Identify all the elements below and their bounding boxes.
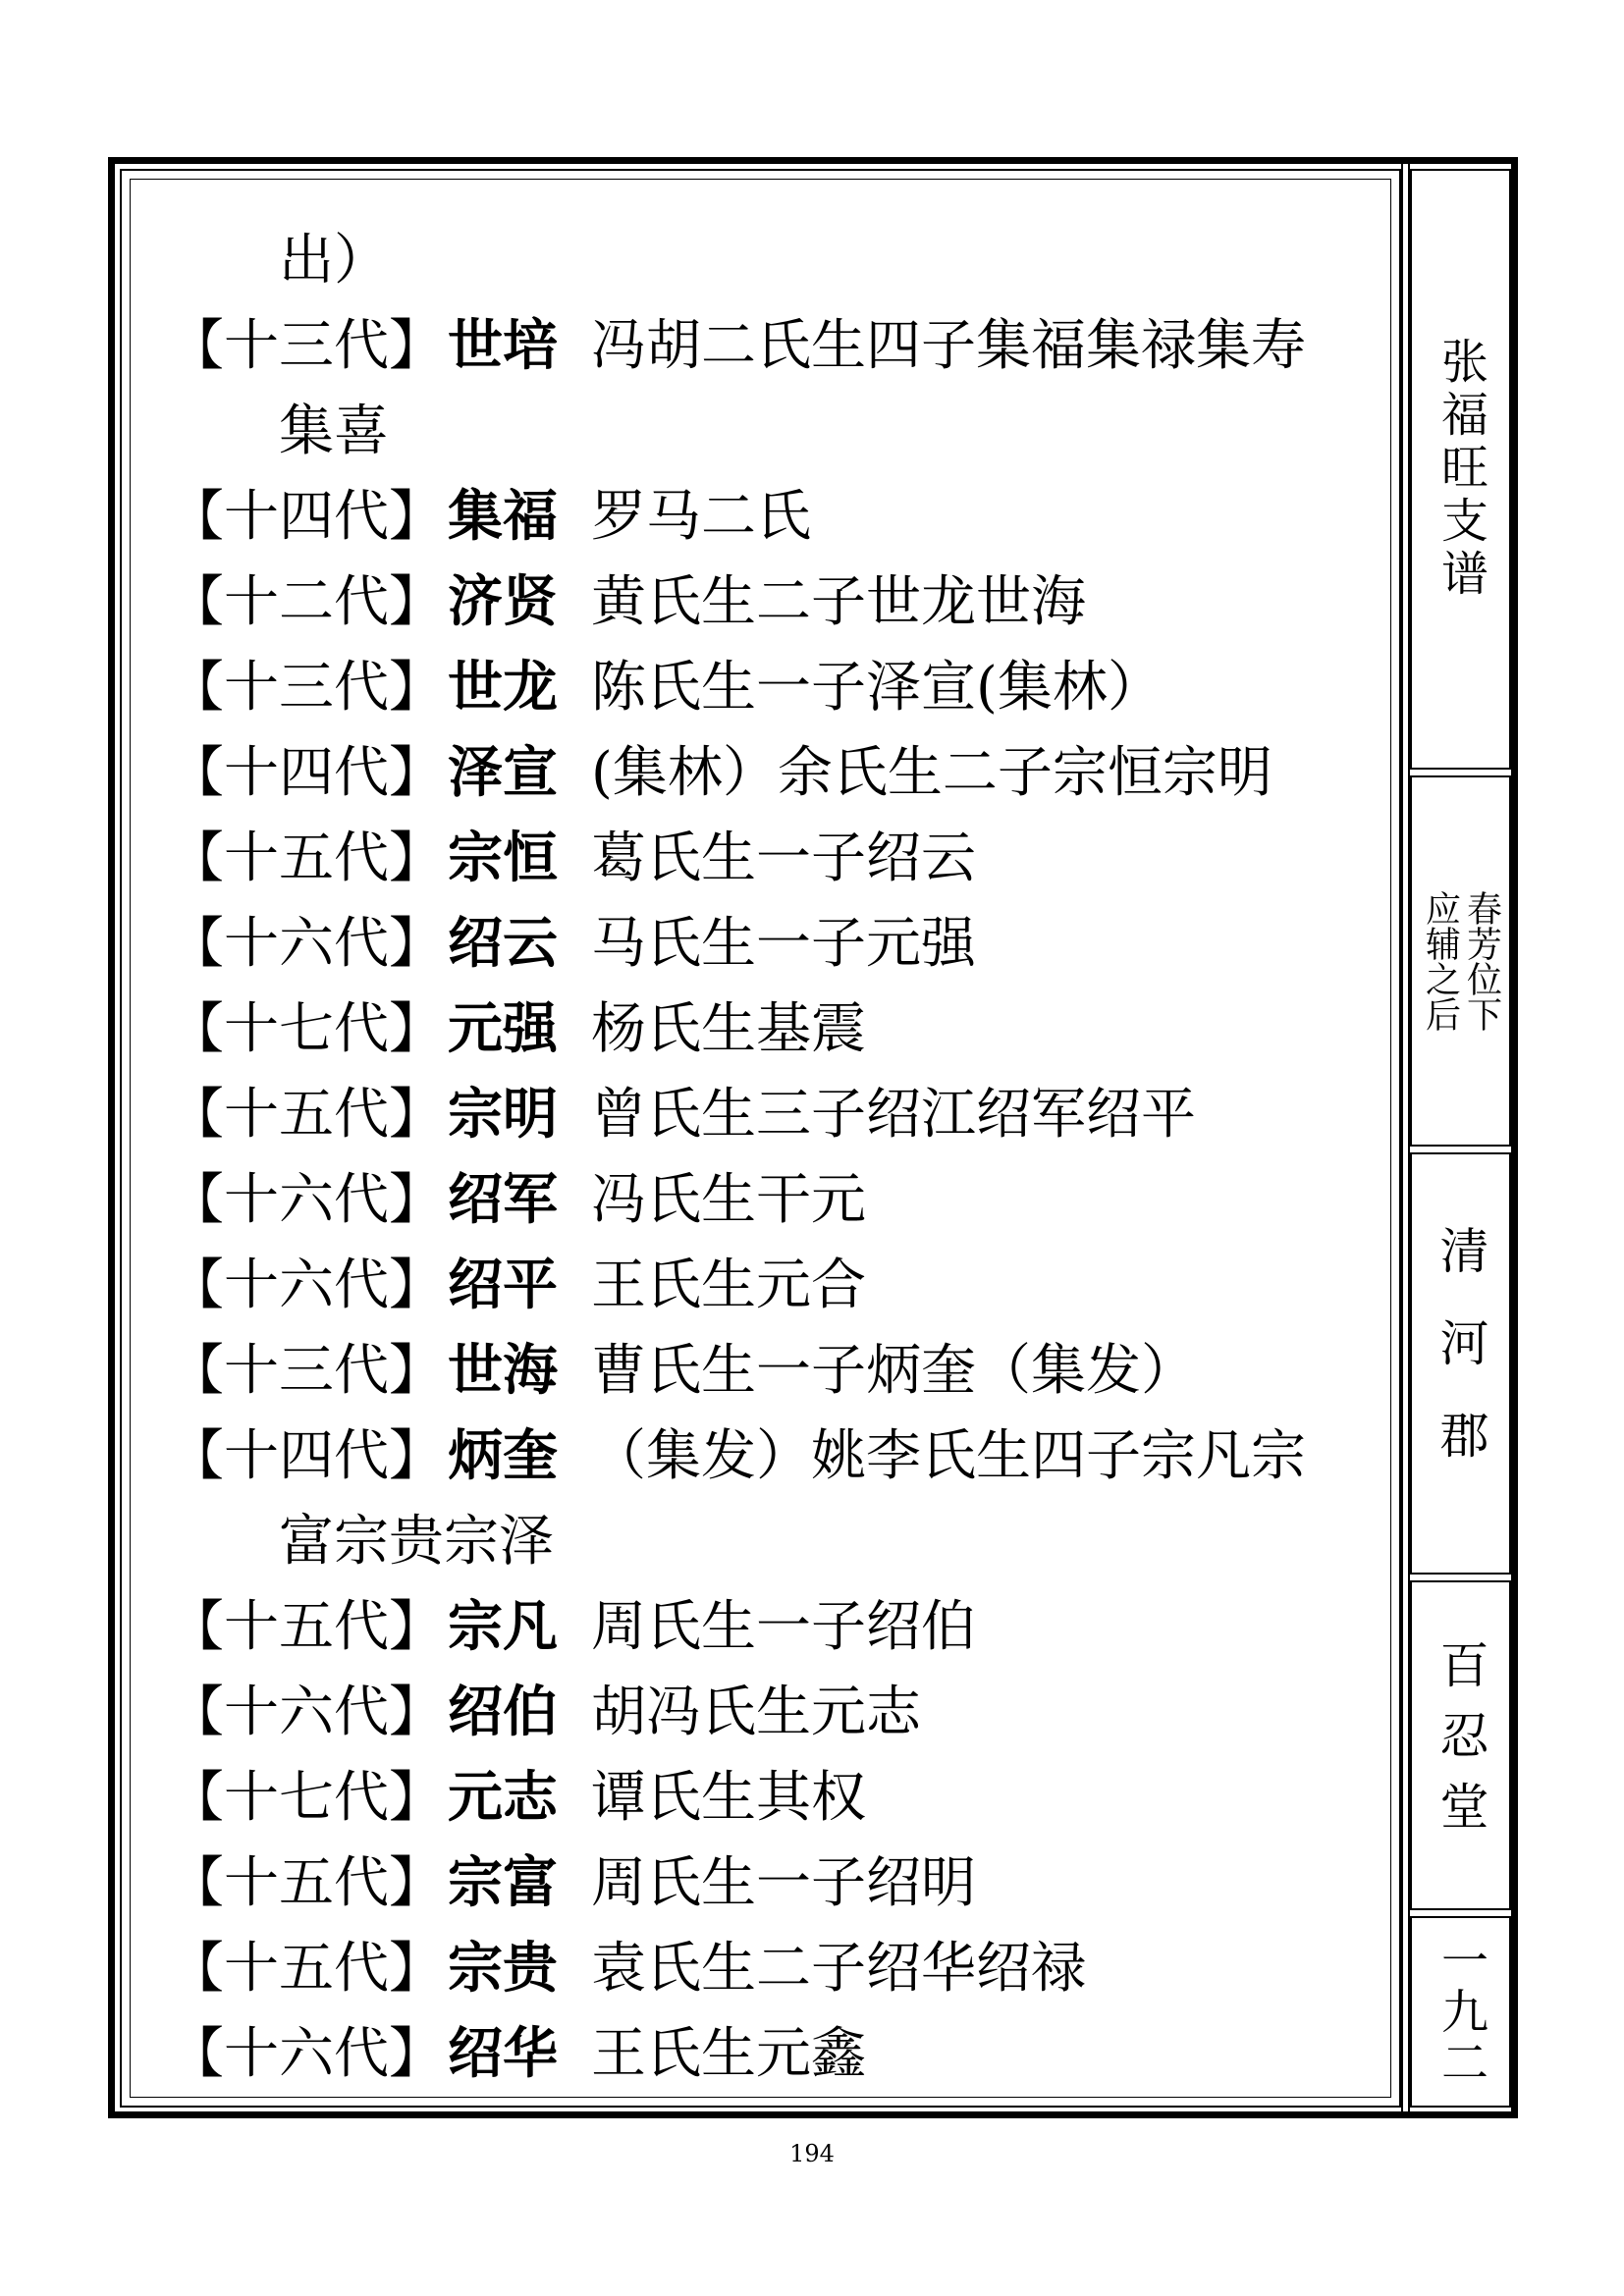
- person-name: 宗恒: [448, 827, 558, 890]
- entry-description: （集发）姚李氏生四子宗凡宗: [591, 1424, 1306, 1488]
- entry-description: 胡冯氏生元志: [591, 1681, 921, 1744]
- commandery-name: 清河郡: [1432, 1225, 1489, 1502]
- generation-label: 【十七代】: [169, 1766, 444, 1830]
- entry-description: (集林）余氏生二子宗恒宗明: [591, 741, 1272, 805]
- person-name: 绍华: [448, 2022, 558, 2086]
- generation-label: 【十六代】: [169, 2022, 444, 2086]
- generation-label: 【十四代】: [169, 741, 444, 805]
- person-name: 济贤: [448, 570, 558, 634]
- entry-description: 周氏生一子绍明: [591, 1851, 976, 1915]
- entry-description: 周氏生一子绍伯: [591, 1595, 976, 1659]
- genealogy-entry: [169, 901, 1386, 987]
- genealogy-entry: [169, 1755, 1386, 1841]
- genealogy-entry: [169, 1157, 1386, 1243]
- person-name: 世海: [448, 1339, 558, 1403]
- entry-continuation: [169, 1499, 1386, 1584]
- side-divider: [1401, 157, 1410, 2118]
- person-name: 世龙: [448, 656, 558, 720]
- entry-description: 曹氏生一子炳奎（集发）: [591, 1339, 1196, 1403]
- generation-label: 【十三代】: [169, 656, 444, 720]
- generation-label: 【十三代】: [169, 1339, 444, 1403]
- side-folio-box: [1410, 1916, 1511, 2108]
- person-name: 绍云: [448, 912, 558, 976]
- person-name: 泽宣: [448, 741, 558, 805]
- entry-description: 黄氏生二子世龙世海: [591, 570, 1086, 634]
- entry-description: 富宗贵宗泽: [279, 1510, 554, 1574]
- genealogy-entry: [169, 987, 1386, 1072]
- entry-continuation: [169, 389, 1386, 474]
- side-note-box: [1410, 775, 1511, 1147]
- folio-number: 一九二: [1433, 1935, 1489, 2089]
- side-commandery-box: [1410, 1152, 1511, 1575]
- generation-label: 【十二代】: [169, 570, 444, 634]
- person-name: 绍平: [448, 1254, 558, 1317]
- entry-description: 出）: [279, 229, 389, 293]
- page-number: 194: [789, 2140, 835, 2167]
- generation-label: 【十七代】: [169, 997, 444, 1061]
- person-name: 集福: [448, 485, 558, 549]
- entry-description: 曾氏生三子绍江绍军绍平: [591, 1083, 1196, 1147]
- generation-label: 【十六代】: [169, 1168, 444, 1232]
- genealogy-entry: [169, 816, 1386, 901]
- entry-description: 袁氏生二子绍华绍禄: [591, 1937, 1086, 2001]
- generation-label: 【十五代】: [169, 827, 444, 890]
- generation-label: 【十四代】: [169, 1424, 444, 1488]
- entry-description: 罗马二氏: [591, 485, 811, 549]
- entry-description: 杨氏生基震: [591, 997, 866, 1061]
- genealogy-entry: [169, 303, 1386, 389]
- entry-description: 冯胡二氏生四子集福集禄集寿: [591, 314, 1306, 378]
- genealogy-entry: [169, 2011, 1386, 2097]
- generation-label: 【十六代】: [169, 912, 444, 976]
- generation-label: 【十三代】: [169, 314, 444, 378]
- person-name: 元强: [448, 997, 558, 1061]
- generation-label: 【十五代】: [169, 1851, 444, 1915]
- genealogy-entry: [169, 730, 1386, 816]
- generation-label: 【十六代】: [169, 1254, 444, 1317]
- genealogy-entry: [169, 1670, 1386, 1755]
- genealogy-entry: [169, 1243, 1386, 1328]
- genealogy-entry: [169, 1072, 1386, 1157]
- genealogy-entry: [169, 1841, 1386, 1926]
- genealogy-entry: [169, 645, 1386, 730]
- branch-note-col1: 春芳位下: [1461, 890, 1502, 1032]
- entry-description: 马氏生一子元强: [591, 912, 976, 976]
- side-hall-box: [1410, 1580, 1511, 1910]
- generation-label: 【十四代】: [169, 485, 444, 549]
- genealogy-entry: [169, 1414, 1386, 1499]
- entry-description: 谭氏生其权: [591, 1766, 866, 1830]
- generation-label: 【十五代】: [169, 1595, 444, 1659]
- hall-name: 百忍堂: [1432, 1639, 1489, 1851]
- person-name: 宗明: [448, 1083, 558, 1147]
- genealogy-entry: [169, 1584, 1386, 1670]
- book-title: 张福旺支谱: [1433, 337, 1489, 602]
- person-name: 宗富: [448, 1851, 558, 1915]
- generation-label: 【十五代】: [169, 1937, 444, 2001]
- entry-description: 葛氏生一子绍云: [591, 827, 976, 890]
- entry-description: 陈氏生一子泽宣(集林）: [591, 656, 1163, 720]
- genealogy-entry: [169, 474, 1386, 560]
- entry-description: 王氏生元鑫: [591, 2022, 866, 2086]
- person-name: 炳奎: [448, 1424, 558, 1488]
- person-name: 绍伯: [448, 1681, 558, 1744]
- entry-description: 王氏生元合: [591, 1254, 866, 1317]
- generation-label: 【十五代】: [169, 1083, 444, 1147]
- person-name: 世培: [448, 314, 558, 378]
- person-name: 元志: [448, 1766, 558, 1830]
- genealogy-entry: [169, 1328, 1386, 1414]
- entry-description: 集喜: [279, 400, 389, 463]
- genealogy-entries: [169, 218, 1386, 2097]
- entry-description: 冯氏生干元: [591, 1168, 866, 1232]
- side-title-box: [1410, 169, 1511, 770]
- person-name: 绍军: [448, 1168, 558, 1232]
- branch-note-col2: 应辅之后: [1420, 890, 1461, 1032]
- genealogy-entry: [169, 560, 1386, 645]
- entry-continuation: [169, 218, 1386, 303]
- person-name: 宗贵: [448, 1937, 558, 2001]
- person-name: 宗凡: [448, 1595, 558, 1659]
- genealogy-entry: [169, 1926, 1386, 2011]
- generation-label: 【十六代】: [169, 1681, 444, 1744]
